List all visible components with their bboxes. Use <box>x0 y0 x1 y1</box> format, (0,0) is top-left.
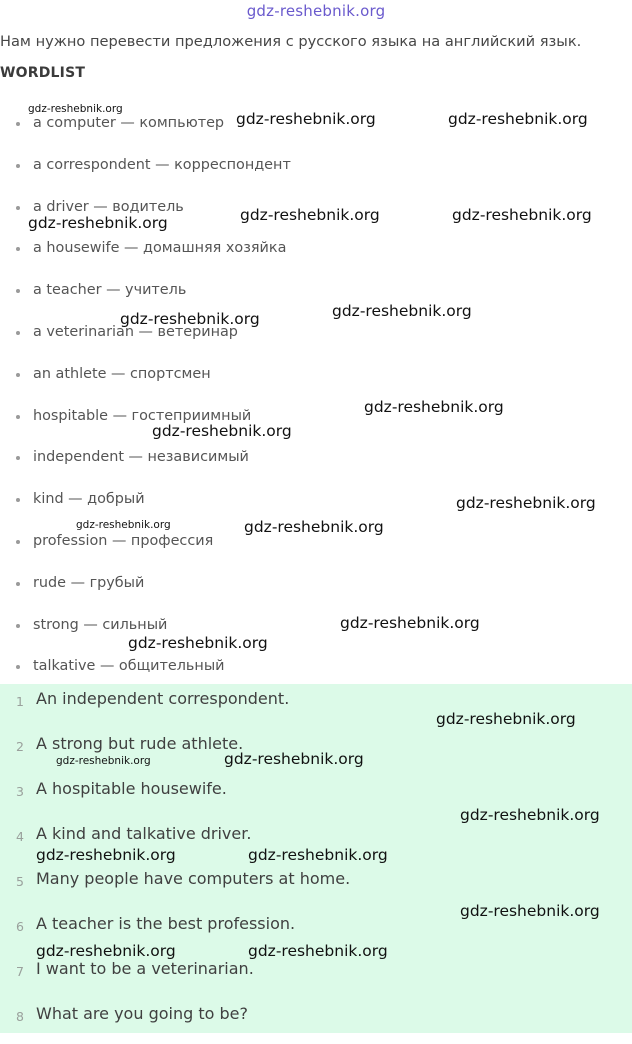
wordlist-item-text: a computer — компьютер <box>33 115 225 131</box>
wordlist <box>0 99 632 684</box>
exercise-item <box>0 774 632 819</box>
wordlist-item <box>0 601 632 643</box>
wordlist-item <box>0 141 632 183</box>
watermark: gdz-reshebnik.org <box>436 710 576 728</box>
exercise-item <box>0 999 632 1044</box>
wordlist-item <box>0 183 632 225</box>
wordlist-item-text: a housewife — домашняя хозяйка <box>33 240 287 257</box>
watermark: gdz-reshebnik.org <box>152 422 292 440</box>
watermark: gdz-reshebnik.org <box>364 398 504 416</box>
exercise-item <box>0 909 632 954</box>
watermark: gdz-reshebnik.org <box>452 206 592 224</box>
site-watermark-header: gdz-reshebnik.org <box>246 2 386 20</box>
watermark: gdz-reshebnik.org <box>460 902 600 920</box>
bullet-icon <box>16 540 20 544</box>
exercise-text: An independent correspondent. <box>36 689 290 708</box>
wordlist-item <box>0 266 632 308</box>
exercise-number: 6 <box>16 919 24 934</box>
wordlist-item-text: an athlete — спортсмен <box>33 365 211 382</box>
bullet-icon <box>16 456 20 460</box>
bullet-icon <box>16 624 20 628</box>
wordlist-item <box>0 642 632 684</box>
wordlist-item-text: profession — профессия <box>33 532 214 549</box>
wordlist-item <box>0 99 632 141</box>
wordlist-item-text: independent — независимый <box>33 449 249 466</box>
watermark: gdz-reshebnik.org <box>240 206 380 224</box>
bullet-icon <box>16 331 20 335</box>
watermark: gdz-reshebnik.org <box>244 518 384 536</box>
watermark: gdz-reshebnik.org <box>36 846 176 864</box>
watermark: gdz-reshebnik.org <box>224 750 364 768</box>
watermark: gdz-reshebnik.org <box>456 494 596 512</box>
exercise-number: 3 <box>16 784 24 799</box>
watermark: gdz-reshebnik.org <box>340 614 480 632</box>
wordlist-item <box>0 559 632 601</box>
bullet-icon <box>16 247 20 251</box>
watermark: gdz-reshebnik.org <box>36 942 176 960</box>
wordlist-item-text: kind — добрый <box>33 491 145 508</box>
wordlist-item <box>0 308 632 350</box>
exercise-item <box>0 864 632 909</box>
exercise-number: 5 <box>16 874 24 889</box>
watermark: gdz-reshebnik.org <box>128 634 268 652</box>
bullet-icon <box>16 582 20 586</box>
watermark: gdz-reshebnik.org <box>248 846 388 864</box>
watermark: gdz-reshebnik.org <box>76 519 171 531</box>
wordlist-item <box>0 475 632 517</box>
bullet-icon <box>16 206 20 210</box>
watermark: gdz-reshebnik.org <box>248 942 388 960</box>
bullet-icon <box>16 415 20 419</box>
wordlist-item <box>0 433 632 475</box>
watermark: gdz-reshebnik.org <box>236 110 376 128</box>
exercise-item <box>0 729 632 774</box>
wordlist-item-text: rude — грубый <box>33 574 145 591</box>
wordlist-item <box>0 350 632 392</box>
exercise-item <box>0 684 632 729</box>
exercise-text: A hospitable housewife. <box>36 779 227 798</box>
exercise-text: What are you going to be? <box>36 1004 248 1023</box>
exercise-text: I want to be a veterinarian. <box>36 959 254 978</box>
wordlist-item-text: a veterinarian — ветеринар <box>33 323 238 340</box>
bullet-icon <box>16 498 20 502</box>
exercise-text: A teacher is the best profession. <box>36 914 296 933</box>
watermark: gdz-reshebnik.org <box>460 806 600 824</box>
exercise-item <box>0 819 632 864</box>
bullet-icon <box>16 373 20 377</box>
wordlist-title: WORDLIST <box>0 65 86 81</box>
wordlist-item <box>0 224 632 266</box>
wordlist-item-text: talkative — общительный <box>33 658 225 675</box>
wordlist-item-text: a driver — водитель <box>33 198 184 215</box>
exercise-list <box>0 684 632 1033</box>
bullet-icon <box>16 164 20 168</box>
wordlist-item-text: a correspondent — корреспондент <box>33 156 291 173</box>
watermark: gdz-reshebnik.org <box>56 755 151 767</box>
wordlist-item-text: strong — сильный <box>33 616 168 633</box>
watermark: gdz-reshebnik.org <box>332 302 472 320</box>
watermark: gdz-reshebnik.org <box>28 103 123 115</box>
exercise-number: 8 <box>16 1009 24 1024</box>
exercise-text: Many people have computers at home. <box>36 869 351 888</box>
wordlist-item-text: a teacher — учитель <box>33 282 187 299</box>
exercise-number: 7 <box>16 964 24 979</box>
wordlist-item <box>0 392 632 434</box>
bullet-icon <box>16 289 20 293</box>
watermark: gdz-reshebnik.org <box>448 110 588 128</box>
wordlist-item-text: hospitable — гостеприимный <box>33 407 252 424</box>
exercise-text: A strong but rude athlete. <box>36 734 244 753</box>
exercise-number: 1 <box>16 694 24 709</box>
wordlist-item <box>0 517 632 559</box>
watermark: gdz-reshebnik.org <box>120 310 260 328</box>
exercise-text: A kind and talkative driver. <box>36 824 252 843</box>
exercise-number: 4 <box>16 829 24 844</box>
bullet-icon <box>16 122 20 126</box>
exercise-item <box>0 954 632 999</box>
bullet-icon <box>16 665 20 669</box>
watermark: gdz-reshebnik.org <box>28 214 168 232</box>
exercise-number: 2 <box>16 739 24 754</box>
intro-text: Нам нужно перевести предложения с русского языка на английский язык. <box>0 33 582 50</box>
